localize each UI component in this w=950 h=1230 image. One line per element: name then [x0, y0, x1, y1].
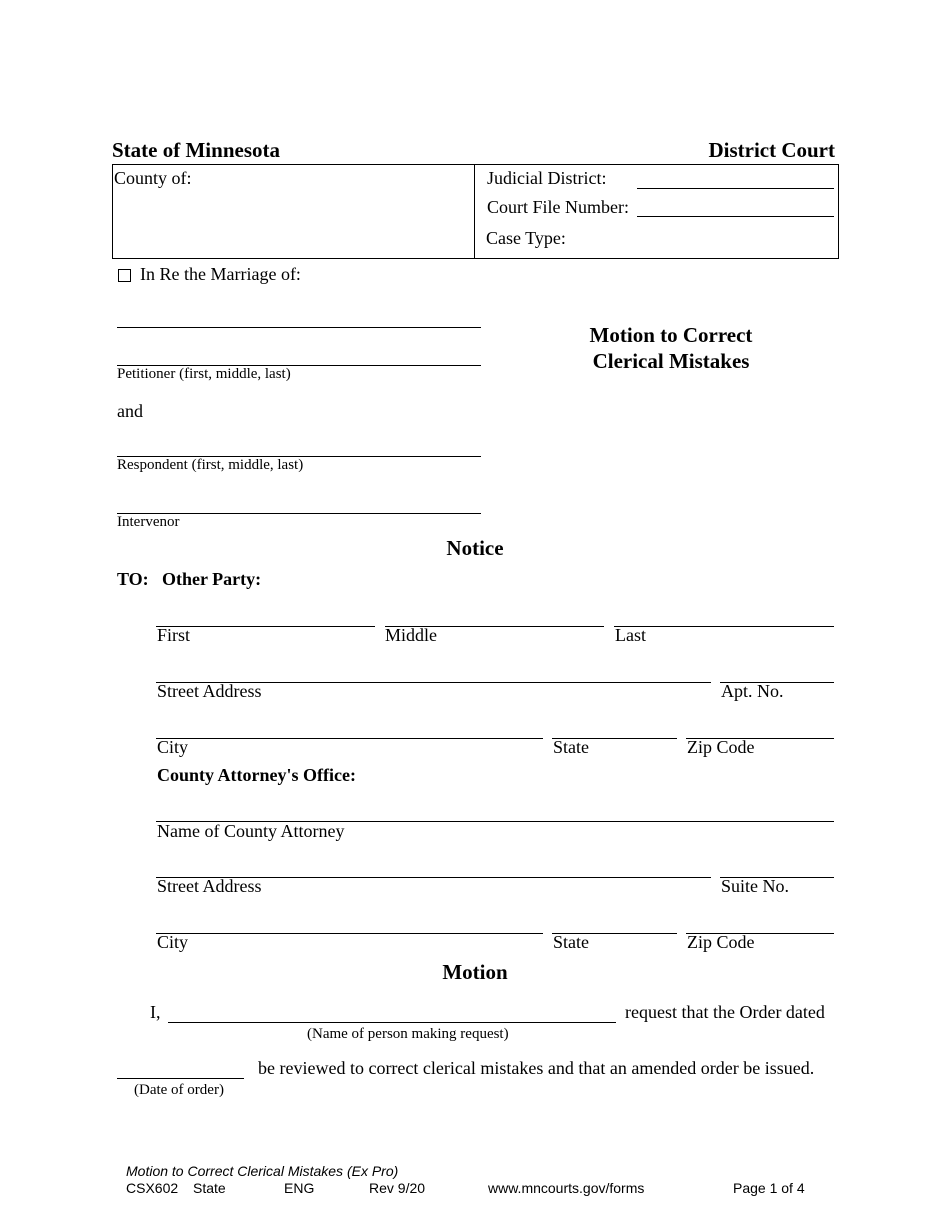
intervenor-label: Intervenor	[117, 514, 180, 530]
zip-code-label: Zip Code	[687, 737, 755, 757]
county-attorney-name-label: Name of County Attorney	[157, 821, 345, 841]
first-label: First	[157, 625, 191, 645]
footer-language: ENG	[284, 1180, 315, 1196]
petitioner-label: Petitioner (first, middle, last)	[117, 366, 291, 382]
marriage-checkbox-label: In Re the Marriage of:	[140, 264, 301, 284]
footer-website-link[interactable]: www.mncourts.gov/forms	[488, 1180, 645, 1196]
court-file-number-field[interactable]	[637, 216, 834, 217]
form-title-line2: Clerical Mistakes	[592, 349, 750, 373]
caption-divider	[474, 164, 475, 259]
petitioner-name-field-1[interactable]	[117, 327, 481, 328]
attorney-state-label: State	[553, 932, 589, 952]
county-label: County of:	[114, 168, 192, 188]
attorney-city-field[interactable]	[156, 933, 543, 934]
judicial-district-field[interactable]	[637, 188, 834, 189]
last-label: Last	[615, 625, 646, 645]
attorney-zip-code-label: Zip Code	[687, 932, 755, 952]
attorney-street-address-label: Street Address	[157, 876, 262, 896]
notice-heading: Notice	[446, 536, 504, 560]
requester-name-field[interactable]	[168, 1022, 616, 1023]
marriage-checkbox[interactable]	[118, 269, 131, 282]
state-heading: State of Minnesota	[112, 138, 280, 162]
judicial-district-label: Judicial District:	[487, 168, 607, 188]
and-text: and	[117, 401, 143, 421]
city-label: City	[157, 737, 189, 757]
footer-page-number: Page 1 of 4	[733, 1180, 805, 1196]
other-party-label: Other Party:	[162, 569, 262, 589]
motion-reviewed-text: be reviewed to correct clerical mistakes and that an amended order be issued.	[258, 1058, 815, 1078]
footer-revision: Rev 9/20	[369, 1180, 426, 1196]
requester-name-hint: (Name of person making request)	[307, 1026, 509, 1042]
attorney-city-label: City	[157, 932, 189, 952]
to-label: TO:	[117, 569, 149, 589]
city-field[interactable]	[156, 738, 543, 739]
apt-no-label: Apt. No.	[721, 681, 784, 701]
caption-box	[112, 164, 839, 259]
street-address-label: Street Address	[157, 681, 262, 701]
motion-i-text: I,	[150, 1002, 161, 1022]
court-file-number-label: Court File Number:	[487, 197, 629, 217]
motion-heading: Motion	[442, 960, 508, 984]
state-label: State	[553, 737, 589, 757]
respondent-label: Respondent (first, middle, last)	[117, 457, 304, 473]
court-heading: District Court	[708, 138, 835, 162]
order-date-field[interactable]	[117, 1078, 244, 1079]
last-name-field[interactable]	[614, 626, 834, 627]
motion-request-text: request that the Order dated	[625, 1002, 825, 1022]
county-attorney-heading: County Attorney's Office:	[157, 765, 356, 785]
order-date-hint: (Date of order)	[134, 1082, 224, 1098]
form-title-line1: Motion to Correct	[589, 323, 753, 347]
footer-form-code: CSX602	[126, 1180, 179, 1196]
footer-jurisdiction: State	[193, 1180, 226, 1196]
suite-no-label: Suite No.	[721, 876, 790, 896]
middle-label: Middle	[385, 625, 437, 645]
case-type-label: Case Type:	[486, 228, 566, 248]
footer-form-name: Motion to Correct Clerical Mistakes (Ex Pro)	[126, 1163, 399, 1179]
